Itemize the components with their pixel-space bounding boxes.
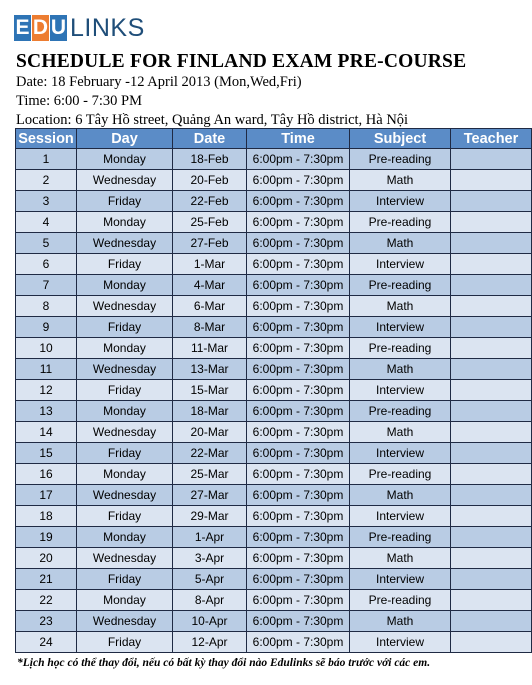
cell-date: 27-Mar (173, 485, 247, 506)
cell-subject: Pre-reading (350, 149, 451, 170)
cell-time: 6:00pm - 7:30pm (247, 254, 350, 275)
cell-session: 3 (16, 191, 77, 212)
cell-subject: Pre-reading (350, 212, 451, 233)
table-header-row (16, 129, 532, 149)
logo-letter-u: U (50, 16, 67, 39)
cell-time: 6:00pm - 7:30pm (247, 233, 350, 254)
cell-date: 8-Apr (173, 590, 247, 611)
cell-session: 5 (16, 233, 77, 254)
cell-day: Monday (77, 464, 173, 485)
date-line: Date: 18 February -12 April 2013 (Mon,Wed,Fri) (16, 74, 302, 90)
cell-date: 20-Mar (173, 422, 247, 443)
edulinks-logo (14, 13, 145, 43)
cell-day: Friday (77, 191, 173, 212)
cell-date: 5-Apr (173, 569, 247, 590)
cell-day: Monday (77, 590, 173, 611)
footnote: *Lịch học có thể thay đổi, nếu có bất kỳ thay đổi nào Edulinks sẽ báo trước với các em. (17, 657, 431, 669)
table-row (16, 632, 532, 653)
cell-time: 6:00pm - 7:30pm (247, 590, 350, 611)
table-row (16, 464, 532, 485)
cell-session: 8 (16, 296, 77, 317)
cell-date: 8-Mar (173, 317, 247, 338)
cell-teacher (451, 590, 532, 611)
table-row (16, 338, 532, 359)
cell-time: 6:00pm - 7:30pm (247, 527, 350, 548)
cell-teacher (451, 443, 532, 464)
table-row (16, 443, 532, 464)
cell-date: 27-Feb (173, 233, 247, 254)
cell-session: 13 (16, 401, 77, 422)
cell-time: 6:00pm - 7:30pm (247, 401, 350, 422)
cell-time: 6:00pm - 7:30pm (247, 464, 350, 485)
cell-date: 1-Mar (173, 254, 247, 275)
cell-teacher (451, 548, 532, 569)
cell-date: 22-Feb (173, 191, 247, 212)
header-day: Day (77, 129, 173, 149)
table-row (16, 317, 532, 338)
cell-session: 6 (16, 254, 77, 275)
cell-time: 6:00pm - 7:30pm (247, 191, 350, 212)
cell-teacher (451, 632, 532, 653)
cell-session: 23 (16, 611, 77, 632)
cell-subject: Math (350, 422, 451, 443)
cell-teacher (451, 191, 532, 212)
table-row (16, 233, 532, 254)
cell-teacher (451, 527, 532, 548)
cell-day: Monday (77, 149, 173, 170)
cell-subject: Interview (350, 443, 451, 464)
cell-date: 4-Mar (173, 275, 247, 296)
cell-day: Wednesday (77, 233, 173, 254)
cell-session: 15 (16, 443, 77, 464)
cell-subject: Math (350, 233, 451, 254)
cell-teacher (451, 233, 532, 254)
cell-session: 22 (16, 590, 77, 611)
table-row (16, 296, 532, 317)
cell-time: 6:00pm - 7:30pm (247, 149, 350, 170)
table-row (16, 149, 532, 170)
cell-date: 13-Mar (173, 359, 247, 380)
cell-day: Wednesday (77, 296, 173, 317)
cell-time: 6:00pm - 7:30pm (247, 380, 350, 401)
cell-subject: Interview (350, 506, 451, 527)
schedule-table (15, 128, 532, 653)
cell-session: 16 (16, 464, 77, 485)
cell-date: 18-Mar (173, 401, 247, 422)
cell-day: Monday (77, 275, 173, 296)
cell-day: Wednesday (77, 611, 173, 632)
cell-teacher (451, 485, 532, 506)
cell-teacher (451, 611, 532, 632)
header-teacher: Teacher (451, 129, 532, 149)
cell-subject: Pre-reading (350, 401, 451, 422)
cell-date: 12-Apr (173, 632, 247, 653)
cell-session: 12 (16, 380, 77, 401)
table-row (16, 254, 532, 275)
cell-subject: Interview (350, 317, 451, 338)
cell-teacher (451, 338, 532, 359)
cell-teacher (451, 359, 532, 380)
cell-time: 6:00pm - 7:30pm (247, 170, 350, 191)
cell-session: 2 (16, 170, 77, 191)
cell-teacher (451, 380, 532, 401)
cell-day: Friday (77, 254, 173, 275)
cell-day: Friday (77, 632, 173, 653)
table-row (16, 170, 532, 191)
cell-day: Friday (77, 443, 173, 464)
cell-session: 14 (16, 422, 77, 443)
table-row (16, 590, 532, 611)
logo-letter-d: D (32, 16, 49, 39)
header-session: Session (16, 129, 77, 149)
cell-time: 6:00pm - 7:30pm (247, 296, 350, 317)
logo-wordmark: LINKS (70, 13, 145, 42)
cell-session: 20 (16, 548, 77, 569)
table-row (16, 212, 532, 233)
cell-date: 11-Mar (173, 338, 247, 359)
cell-day: Friday (77, 569, 173, 590)
cell-day: Monday (77, 401, 173, 422)
cell-session: 1 (16, 149, 77, 170)
table-row (16, 485, 532, 506)
cell-teacher (451, 212, 532, 233)
table-row (16, 611, 532, 632)
cell-day: Friday (77, 506, 173, 527)
cell-day: Wednesday (77, 359, 173, 380)
table-row (16, 380, 532, 401)
cell-teacher (451, 401, 532, 422)
cell-session: 24 (16, 632, 77, 653)
cell-subject: Pre-reading (350, 275, 451, 296)
cell-session: 17 (16, 485, 77, 506)
cell-day: Wednesday (77, 422, 173, 443)
cell-date: 15-Mar (173, 380, 247, 401)
cell-date: 3-Apr (173, 548, 247, 569)
cell-time: 6:00pm - 7:30pm (247, 212, 350, 233)
cell-time: 6:00pm - 7:30pm (247, 611, 350, 632)
cell-subject: Interview (350, 380, 451, 401)
cell-time: 6:00pm - 7:30pm (247, 359, 350, 380)
cell-date: 25-Feb (173, 212, 247, 233)
logo-letter-boxes (14, 15, 68, 41)
cell-time: 6:00pm - 7:30pm (247, 422, 350, 443)
cell-subject: Interview (350, 191, 451, 212)
cell-session: 21 (16, 569, 77, 590)
cell-time: 6:00pm - 7:30pm (247, 485, 350, 506)
cell-subject: Math (350, 548, 451, 569)
cell-teacher (451, 296, 532, 317)
cell-session: 10 (16, 338, 77, 359)
cell-day: Wednesday (77, 170, 173, 191)
logo-letter-e: E (15, 16, 30, 39)
table-row (16, 359, 532, 380)
cell-date: 25-Mar (173, 464, 247, 485)
cell-subject: Math (350, 170, 451, 191)
cell-time: 6:00pm - 7:30pm (247, 569, 350, 590)
cell-date: 20-Feb (173, 170, 247, 191)
table-row (16, 569, 532, 590)
cell-date: 1-Apr (173, 527, 247, 548)
table-row (16, 191, 532, 212)
cell-teacher (451, 569, 532, 590)
location-line: Location: 6 Tây Hồ street, Quảng An ward, Tây Hồ district, Hà Nội (16, 112, 409, 128)
cell-teacher (451, 422, 532, 443)
cell-subject: Math (350, 359, 451, 380)
cell-teacher (451, 254, 532, 275)
cell-subject: Math (350, 485, 451, 506)
cell-day: Friday (77, 380, 173, 401)
cell-session: 7 (16, 275, 77, 296)
cell-session: 19 (16, 527, 77, 548)
table-row (16, 401, 532, 422)
cell-time: 6:00pm - 7:30pm (247, 338, 350, 359)
cell-time: 6:00pm - 7:30pm (247, 632, 350, 653)
cell-time: 6:00pm - 7:30pm (247, 548, 350, 569)
cell-time: 6:00pm - 7:30pm (247, 443, 350, 464)
cell-session: 9 (16, 317, 77, 338)
table-row (16, 506, 532, 527)
table-row (16, 422, 532, 443)
cell-day: Friday (77, 317, 173, 338)
cell-date: 22-Mar (173, 443, 247, 464)
cell-session: 11 (16, 359, 77, 380)
cell-subject: Math (350, 611, 451, 632)
cell-teacher (451, 170, 532, 191)
cell-subject: Interview (350, 569, 451, 590)
cell-day: Wednesday (77, 485, 173, 506)
cell-date: 18-Feb (173, 149, 247, 170)
cell-session: 18 (16, 506, 77, 527)
cell-date: 6-Mar (173, 296, 247, 317)
cell-subject: Interview (350, 632, 451, 653)
cell-subject: Pre-reading (350, 527, 451, 548)
cell-day: Monday (77, 338, 173, 359)
cell-teacher (451, 506, 532, 527)
header-subject: Subject (350, 129, 451, 149)
cell-date: 29-Mar (173, 506, 247, 527)
header-time: Time (247, 129, 350, 149)
cell-subject: Interview (350, 254, 451, 275)
cell-subject: Pre-reading (350, 338, 451, 359)
cell-time: 6:00pm - 7:30pm (247, 506, 350, 527)
cell-session: 4 (16, 212, 77, 233)
cell-day: Monday (77, 527, 173, 548)
cell-teacher (451, 275, 532, 296)
cell-teacher (451, 149, 532, 170)
cell-date: 10-Apr (173, 611, 247, 632)
table-row (16, 527, 532, 548)
schedule-table-body (16, 149, 532, 653)
document-title: SCHEDULE FOR FINLAND EXAM PRE-COURSE (16, 51, 467, 72)
cell-day: Wednesday (77, 548, 173, 569)
time-line: Time: 6:00 - 7:30 PM (16, 93, 142, 109)
cell-teacher (451, 317, 532, 338)
cell-day: Monday (77, 212, 173, 233)
cell-teacher (451, 464, 532, 485)
cell-subject: Math (350, 296, 451, 317)
table-row (16, 275, 532, 296)
header-date: Date (173, 129, 247, 149)
cell-time: 6:00pm - 7:30pm (247, 317, 350, 338)
cell-subject: Pre-reading (350, 464, 451, 485)
cell-subject: Pre-reading (350, 590, 451, 611)
cell-time: 6:00pm - 7:30pm (247, 275, 350, 296)
table-row (16, 548, 532, 569)
